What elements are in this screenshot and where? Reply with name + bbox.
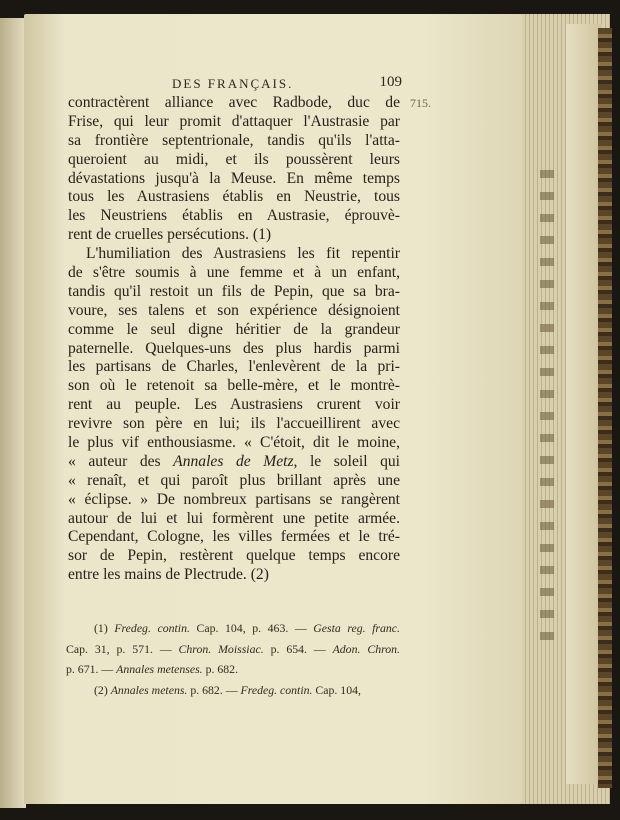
text-line: voure, ses talens et son expérience désignoient <box>68 301 400 319</box>
text-line: son où le retenoit sa belle-mère, et le montrè- <box>68 377 400 395</box>
text-line: « renaît, et qui paroît plus brillant après une <box>68 471 400 489</box>
source-title: Gesta reg. franc. <box>313 621 400 635</box>
text-line: comme le seul digne héritier de la grandeur <box>68 320 400 338</box>
text-line: de s'être soumis à une femme et à un enfant, <box>68 264 400 282</box>
citation: p. 682. — <box>187 682 241 697</box>
text-line: rent au peuple. Les Austrasiens crurent voir <box>68 396 400 414</box>
footnote-1-line <box>66 659 400 680</box>
text-line: sor de Pepin, restèrent quelque temps encore <box>68 547 400 565</box>
text-line: « éclipse. » De nombreux partisans se rangèrent <box>68 490 400 508</box>
text-line: Cependant, Cologne, les villes fermées et le tré- <box>68 528 400 546</box>
text-line: dévastations jusqu'à la Meuse. En même temps <box>68 169 400 187</box>
source-title: Fredeg. contin. <box>240 682 313 697</box>
footnote-1-line <box>80 618 400 639</box>
footnote-2-line <box>80 680 400 701</box>
text-run: « auteur des <box>68 452 174 470</box>
text-line: Frise, qui leur promit d'attaquer l'Austrasie par <box>68 112 400 130</box>
body-text <box>68 94 400 585</box>
running-title: DES FRANÇAIS. <box>172 76 294 91</box>
text-line: les partisans de Charles, l'enlevèrent de la pri- <box>68 358 400 376</box>
running-header <box>172 76 402 92</box>
facing-page-edge <box>0 18 26 808</box>
text-line: tandis qu'il restoit un fils de Pepin, que sa bra- <box>68 282 400 300</box>
footnote-marker: (1) <box>94 621 115 635</box>
text-line: sa frontière septentrionale, tandis qu'ils l'atta- <box>68 131 400 149</box>
margin-note: 715. <box>410 96 431 110</box>
footnotes <box>66 618 401 700</box>
text-line: revivre son père en lui; ils l'accueillirent avec <box>68 415 400 433</box>
edge-marks <box>540 170 554 640</box>
source-title: Chron. Moissiac. <box>178 641 264 656</box>
fore-edge <box>566 24 602 784</box>
source-title: Annales metens. <box>110 682 188 697</box>
text-line: entre les mains de Plectrude. (2) <box>68 566 269 584</box>
citation: p. 654. — <box>263 641 333 656</box>
source-title: Fredeg. contin. <box>114 621 190 635</box>
text-run: , le soleil qui <box>293 452 400 470</box>
italic-title: Annales de Metz <box>173 452 294 470</box>
text-line: le plus vif enthousiasme. « C'étoit, dit le moine, <box>68 434 400 452</box>
citation: p. 671. — <box>66 662 117 676</box>
text-line <box>68 453 400 472</box>
source-title: Annales metenses. <box>116 662 203 676</box>
text-line: les Neustriens établis en Austrasie, éprouvè- <box>68 207 400 225</box>
text-line: rent de cruelles persécutions. (1) <box>68 226 272 244</box>
citation: Cap. 31, p. 571. — <box>66 641 179 656</box>
text-line: L'humiliation des Austrasiens les fit repentir <box>86 245 400 263</box>
text-line: paternelle. Quelques-uns des plus hardis parmi <box>68 339 400 357</box>
text-line: queroient au midi, et ils poussèrent leurs <box>68 150 400 168</box>
footnote-marker: (2) <box>94 682 111 697</box>
citation: Cap. 104, p. 463. — <box>189 621 314 635</box>
source-title: Adon. Chron. <box>332 641 401 656</box>
text-line: contractèrent alliance avec Radbode, duc de <box>68 94 400 111</box>
citation: p. 682. <box>202 662 239 676</box>
book-binding <box>598 28 612 788</box>
footnote-1-line <box>66 639 400 660</box>
citation: Cap. 104, <box>312 682 361 697</box>
text-line: autour de lui et lui formèrent une petite armée. <box>68 509 400 527</box>
page-number: 109 <box>379 74 402 90</box>
text-line: tous les Austrasiens établis en Neustrie, tous <box>68 188 400 206</box>
